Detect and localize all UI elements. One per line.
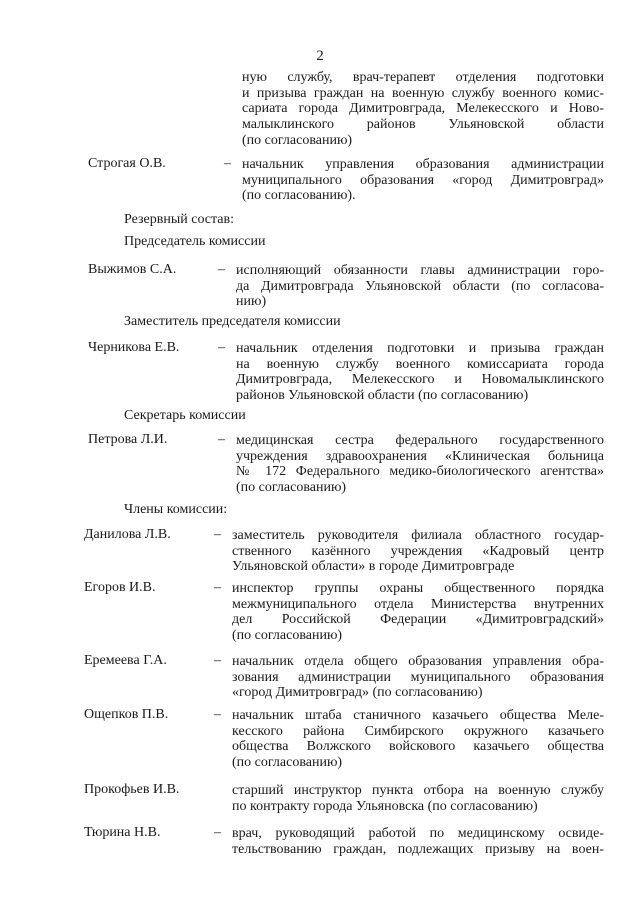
person-name: Прокофьев И.В. [84,782,180,797]
desc-line: кесского района Симбирского окружного казачьего [232,723,604,739]
desc-line: № 172 Федерального медико-биологического агентства» [236,464,604,480]
desc-line: начальник отдела общего образования управления обра- [232,654,604,669]
person-description [232,654,604,701]
desc-line: тельствованию граждан, подлежащих призыву на воен- [232,841,604,857]
person-description [232,826,604,857]
desc-line: малыклинского районов Ульяновской области [242,117,604,133]
desc-line: ную службу, врач-терапевт отделения подготовки [242,70,604,85]
person-description [232,783,604,814]
desc-line: начальник штаба станичного казачьего общества Меле- [232,708,604,723]
desc-line: ственного казённого учреждения «Кадровый центр [232,543,604,559]
desc-line: Ульяновской области» в городе Димитровграде [232,559,515,575]
page-number: 2 [316,48,324,64]
person-name: Строгая О.В. [88,156,166,171]
person-name: Еремеева Г.А. [84,653,167,668]
desc-line: зования администрации муниципального образования [232,669,604,685]
person-description [232,708,604,771]
desc-line: врач, руководящий работой по медицинскому освиде- [232,826,604,841]
desc-line: старший инструктор пункта отбора на военную службу [232,783,604,798]
entry-dash: – [218,432,225,447]
person-name: Выжимов С.А. [88,262,177,277]
person-name: Ощепков П.В. [84,707,169,722]
person-description [232,581,604,644]
person-description [242,157,604,204]
desc-line: (по согласованию) [232,628,343,644]
desc-line: (по согласованию). [242,188,356,204]
desc-line: медицинская сестра федерального государственного [236,433,604,448]
section-reserve: Резервный состав: [124,212,235,227]
person-name: Черникова Е.В. [88,340,180,355]
entry-dash: – [218,262,225,277]
section-chairman: Председатель комиссии [124,234,266,249]
desc-line: начальник отделения подготовки и призыва граждан [236,341,604,356]
entry-dash: – [214,653,221,668]
desc-line: нию) [236,294,267,310]
desc-line: муниципального образования «город Димитровград» [242,172,604,188]
desc-line: по контракту города Ульяновска (по согласованию) [232,798,538,814]
desc-line: общества Волжского войскового казачьего общества [232,739,604,755]
desc-line: на военную службу военного комиссариата города [236,356,604,372]
desc-line: и призыва граждан на военную службу военного комис- [242,85,604,101]
desc-line: да Димитровграда Ульяновской области (по согласова- [236,278,604,294]
desc-line: учреждения здравоохранения «Клиническая больница [236,448,604,464]
desc-line: исполняющий обязанности главы администрации горо- [236,263,604,278]
section-deputy: Заместитель председателя комиссии [124,314,341,329]
person-description [232,528,604,575]
section-secretary: Секретарь комиссии [124,408,246,423]
person-description [236,263,604,310]
entry-dash: – [214,580,221,595]
entry-dash: – [214,707,221,722]
continuation-description [242,70,604,149]
desc-line: районов Ульяновской области (по согласованию) [236,388,529,404]
entry-dash: – [224,156,231,171]
desc-line: дел Российской Федерации «Димитровградский» [232,612,604,628]
person-description [236,341,604,404]
entry-dash: – [214,825,221,840]
person-name: Петрова Л.И. [88,432,168,447]
desc-line: (по согласованию) [236,480,347,496]
person-name: Тюрина Н.В. [84,825,161,840]
desc-line: инспектор группы охраны общественного порядка [232,581,604,596]
entry-dash: – [218,340,225,355]
person-description [236,433,604,496]
desc-line: Димитровграда, Мелекесского и Новомалыклинского [236,372,604,388]
desc-line: заместитель руководителя филиала областного государ- [232,528,604,543]
desc-line: «город Димитровград» (по согласованию) [232,685,483,701]
section-members: Члены комиссии: [124,502,228,517]
desc-line: начальник управления образования администрации [242,157,604,172]
desc-line: (по согласованию) [242,132,353,148]
desc-line: сариата города Димитровграда, Мелекесского и Ново- [242,101,604,117]
desc-line: межмуниципального отдела Министерства внутренних [232,596,604,612]
person-name: Данилова Л.В. [84,527,171,542]
entry-dash: – [214,527,221,542]
desc-line: (по согласованию) [232,755,343,771]
person-name: Егоров И.В. [84,580,156,595]
